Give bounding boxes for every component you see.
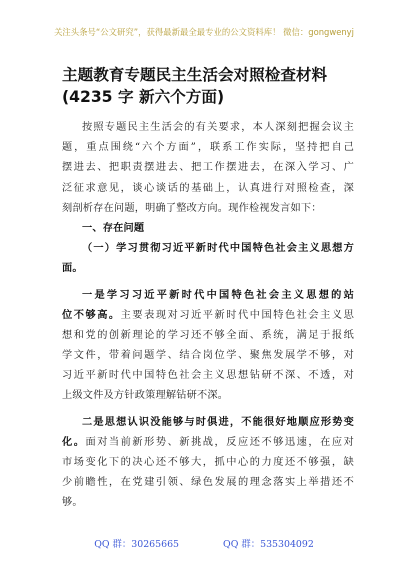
- intro-line: 题，重点围绕“六个方面”，联系工作实际，坚持把自己: [62, 142, 354, 154]
- paragraph-two: [62, 413, 354, 514]
- subsection-heading-line: （一）学习贯彻习近平新时代中国特色社会主义思想方: [82, 243, 354, 255]
- intro-line: 泛征求意见，谈心谈话的基础上，认真进行对照检查，深: [62, 182, 354, 194]
- footer-qq-group-2: QQ 群：535304092: [223, 539, 314, 550]
- footer-contact: [0, 536, 408, 550]
- title-line-2: (4235 字 新六个方面): [62, 88, 225, 106]
- para1-mixed-line: [62, 306, 354, 326]
- para1-bold-tail: 位不够高。: [62, 309, 121, 321]
- section-heading: 一、存在问题: [82, 222, 145, 234]
- para2-rest: 面对当前新形势、新挑战，反应还不够迅速，在应对: [85, 436, 354, 448]
- para2-line: 够。: [62, 497, 83, 509]
- para1-line: 想和党的创新理论的学习还不够全面、系统，满足于报纸: [62, 329, 354, 341]
- intro-line: 摆进去、把职责摆进去、把工作摆进去，在深入学习、广: [62, 162, 354, 174]
- document-body: [62, 118, 354, 514]
- paragraph-one: [62, 286, 354, 407]
- para2-mixed-line: [62, 433, 354, 453]
- para1-bold-line: 一是学习习近平新时代中国特色社会主义思想的站: [82, 289, 354, 301]
- para1-line: 习近平新时代中国特色社会主义思想钻研不深、不透，对: [62, 370, 354, 382]
- para1-rest: 主要表现对习近平新时代中国特色社会主义思: [120, 309, 354, 321]
- subsection-heading-line: 面。: [62, 263, 83, 275]
- intro-paragraph: [62, 118, 354, 219]
- para2-line: 市场变化下的决心还不够大，抓中心的力度还不够强，缺: [62, 457, 354, 468]
- intro-line: 按照专题民主生活会的有关要求，本人深刻把握会议主: [82, 122, 354, 133]
- para2-bold-line: 二是思想认识没能够与时俱进，不能很好地顺应形势变: [82, 416, 354, 428]
- document-title: [62, 64, 362, 108]
- title-line-1: 主题教育专题民主生活会对照检查材料: [62, 66, 328, 84]
- para1-line: 学文件，带着问题学、结合岗位学、聚焦发展学不够，对: [62, 350, 354, 362]
- para1-line: 上级文件及方针政策理解钻研不深。: [62, 390, 229, 402]
- header-promo-note: 关注头条号“公文研究”，获得最新最全最专业的公文资料库！ 微信：gongwenyj: [54, 27, 354, 37]
- footer-qq-group-1: QQ 群：30265665: [94, 539, 180, 550]
- para2-bold-tail: 化。: [62, 436, 86, 448]
- intro-line: 刻剖析存在问题，明确了整改方向。现作检视发言如下：: [62, 202, 322, 214]
- para2-line: 少前瞻性，在党建引领、绿色发展的理念落实上举措还不: [62, 477, 354, 489]
